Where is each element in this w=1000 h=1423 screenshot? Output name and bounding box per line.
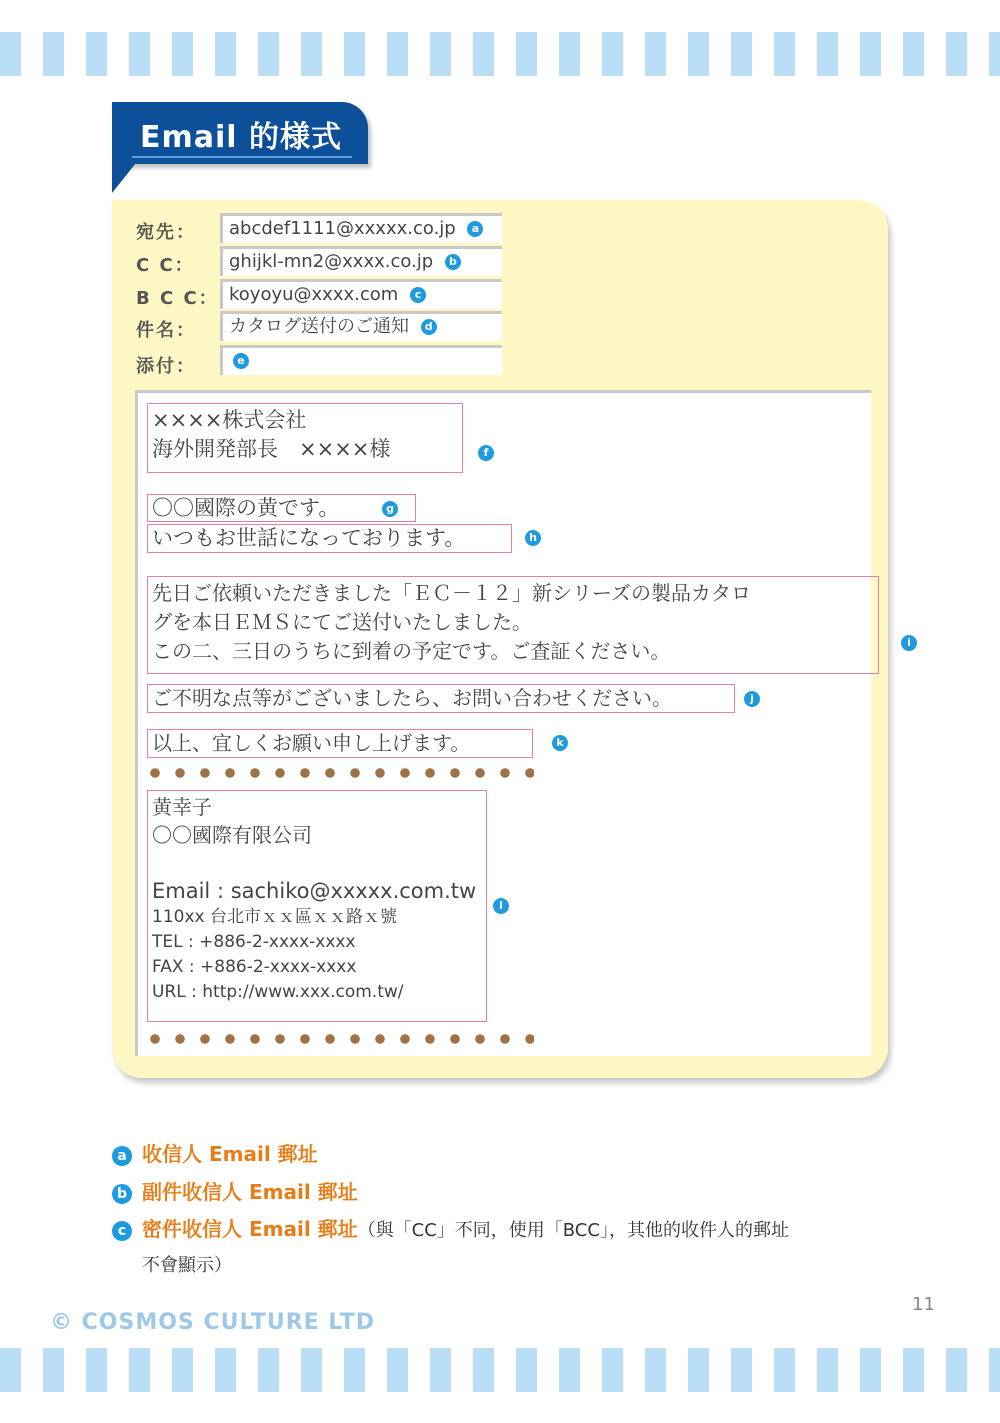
marker-i-icon: i (901, 635, 917, 651)
signature-fax: FAX : +886-2-xxxx-xxxx (152, 957, 357, 977)
closing2-text: 以上、宜しくお願い申し上げます。 (152, 731, 471, 755)
marker-a-icon: a (467, 221, 483, 237)
legend-item-a (112, 1138, 318, 1167)
cc-field (220, 246, 502, 276)
main-line1: 先日ご依頼いただきました「ＥＣ－１２」新シリーズの製品カタロ (152, 581, 751, 605)
greeting-block (147, 524, 512, 553)
cc-label: C C： (136, 255, 195, 276)
attachment-label: 添付： (136, 356, 196, 377)
main-line3: この二、三日のうちに到着の予定です。ご査証ください。 (152, 639, 671, 663)
closing2-block (147, 729, 533, 758)
signature-tel: TEL : +886-2-xxxx-xxxx (152, 932, 356, 952)
marker-d-icon: d (421, 319, 437, 335)
attachment-field (220, 345, 502, 375)
marker-h-icon: h (525, 530, 541, 546)
dotted-separator-bottom (150, 1034, 534, 1046)
closing1-text: ご不明な点等がございましたら、お問い合わせください。 (152, 686, 672, 710)
marker-b-icon: b (445, 254, 461, 270)
to-field (220, 213, 502, 243)
title-tab-tail (112, 163, 136, 193)
signature-address: 110xx 台北市ｘｘ區ｘｘ路ｘ號 (152, 907, 397, 927)
addressee-block (147, 403, 463, 473)
legend-text-a: 收信人 Email 郵址 (142, 1142, 318, 1166)
intro-block (147, 494, 416, 522)
subject-value: カタログ送付のご通知 (229, 316, 409, 337)
bcc-label: B C C： (136, 288, 219, 309)
page-number: 11 (912, 1294, 935, 1315)
legend-marker-b-icon: b (112, 1184, 132, 1204)
top-stripe-border (0, 32, 1000, 76)
title-underline (132, 156, 352, 158)
signature-company: 〇〇國際有限公司 (152, 823, 312, 847)
legend-item-b (112, 1176, 358, 1205)
intro-text: 〇〇國際の黄です。 (152, 496, 340, 520)
legend-marker-c-icon: c (112, 1221, 132, 1241)
signature-email: Email : sachiko@xxxxx.com.tw (152, 879, 477, 903)
subject-field (220, 311, 502, 341)
marker-e-icon: e (233, 353, 249, 369)
legend-note-c: （與「CC」不同，使用「BCC」，其他的收件人的郵址 (357, 1220, 789, 1241)
marker-l-icon: l (493, 898, 509, 914)
legend-text-b: 副件收信人 Email 郵址 (142, 1180, 358, 1204)
marker-k-icon: k (552, 735, 568, 751)
greeting-text: いつもお世話になっております。 (152, 526, 466, 550)
legend-marker-a-icon: a (112, 1146, 132, 1166)
bcc-field (220, 279, 502, 309)
main-line2: グを本日ＥＭＳにてご送付いたしました。 (152, 610, 532, 634)
bcc-value: koyoyu@xxxx.com (229, 284, 399, 305)
signature-name: 黄幸子 (152, 795, 212, 819)
marker-g-icon: g (382, 501, 398, 517)
legend-text-c: 密件收信人 Email 郵址 (142, 1217, 358, 1241)
marker-j-icon: j (744, 691, 760, 707)
page-title: Email 的様式 (140, 120, 343, 155)
signature-block (147, 790, 487, 1022)
signature-url: URL : http://www.xxx.com.tw/ (152, 982, 404, 1002)
legend-item-c (112, 1213, 789, 1242)
legend-note-c-continued: 不會顯示） (142, 1255, 232, 1276)
marker-f-icon: f (478, 445, 494, 461)
addressee-line2: 海外開発部長 ××××様 (152, 437, 391, 461)
dotted-separator-top (150, 768, 534, 780)
marker-c-icon: c (410, 287, 426, 303)
to-label: 宛先： (136, 222, 196, 243)
cc-value: ghijkl-mn2@xxxx.co.jp (229, 251, 434, 272)
closing1-block (147, 684, 735, 713)
main-message-block (147, 576, 879, 674)
subject-label: 件名： (136, 320, 196, 341)
copyright-footer: © COSMOS CULTURE LTD (50, 1310, 375, 1335)
bottom-stripe-border (0, 1348, 1000, 1392)
addressee-line1: ××××株式会社 (152, 408, 307, 432)
to-value: abcdef1111@xxxxx.co.jp (229, 218, 456, 239)
